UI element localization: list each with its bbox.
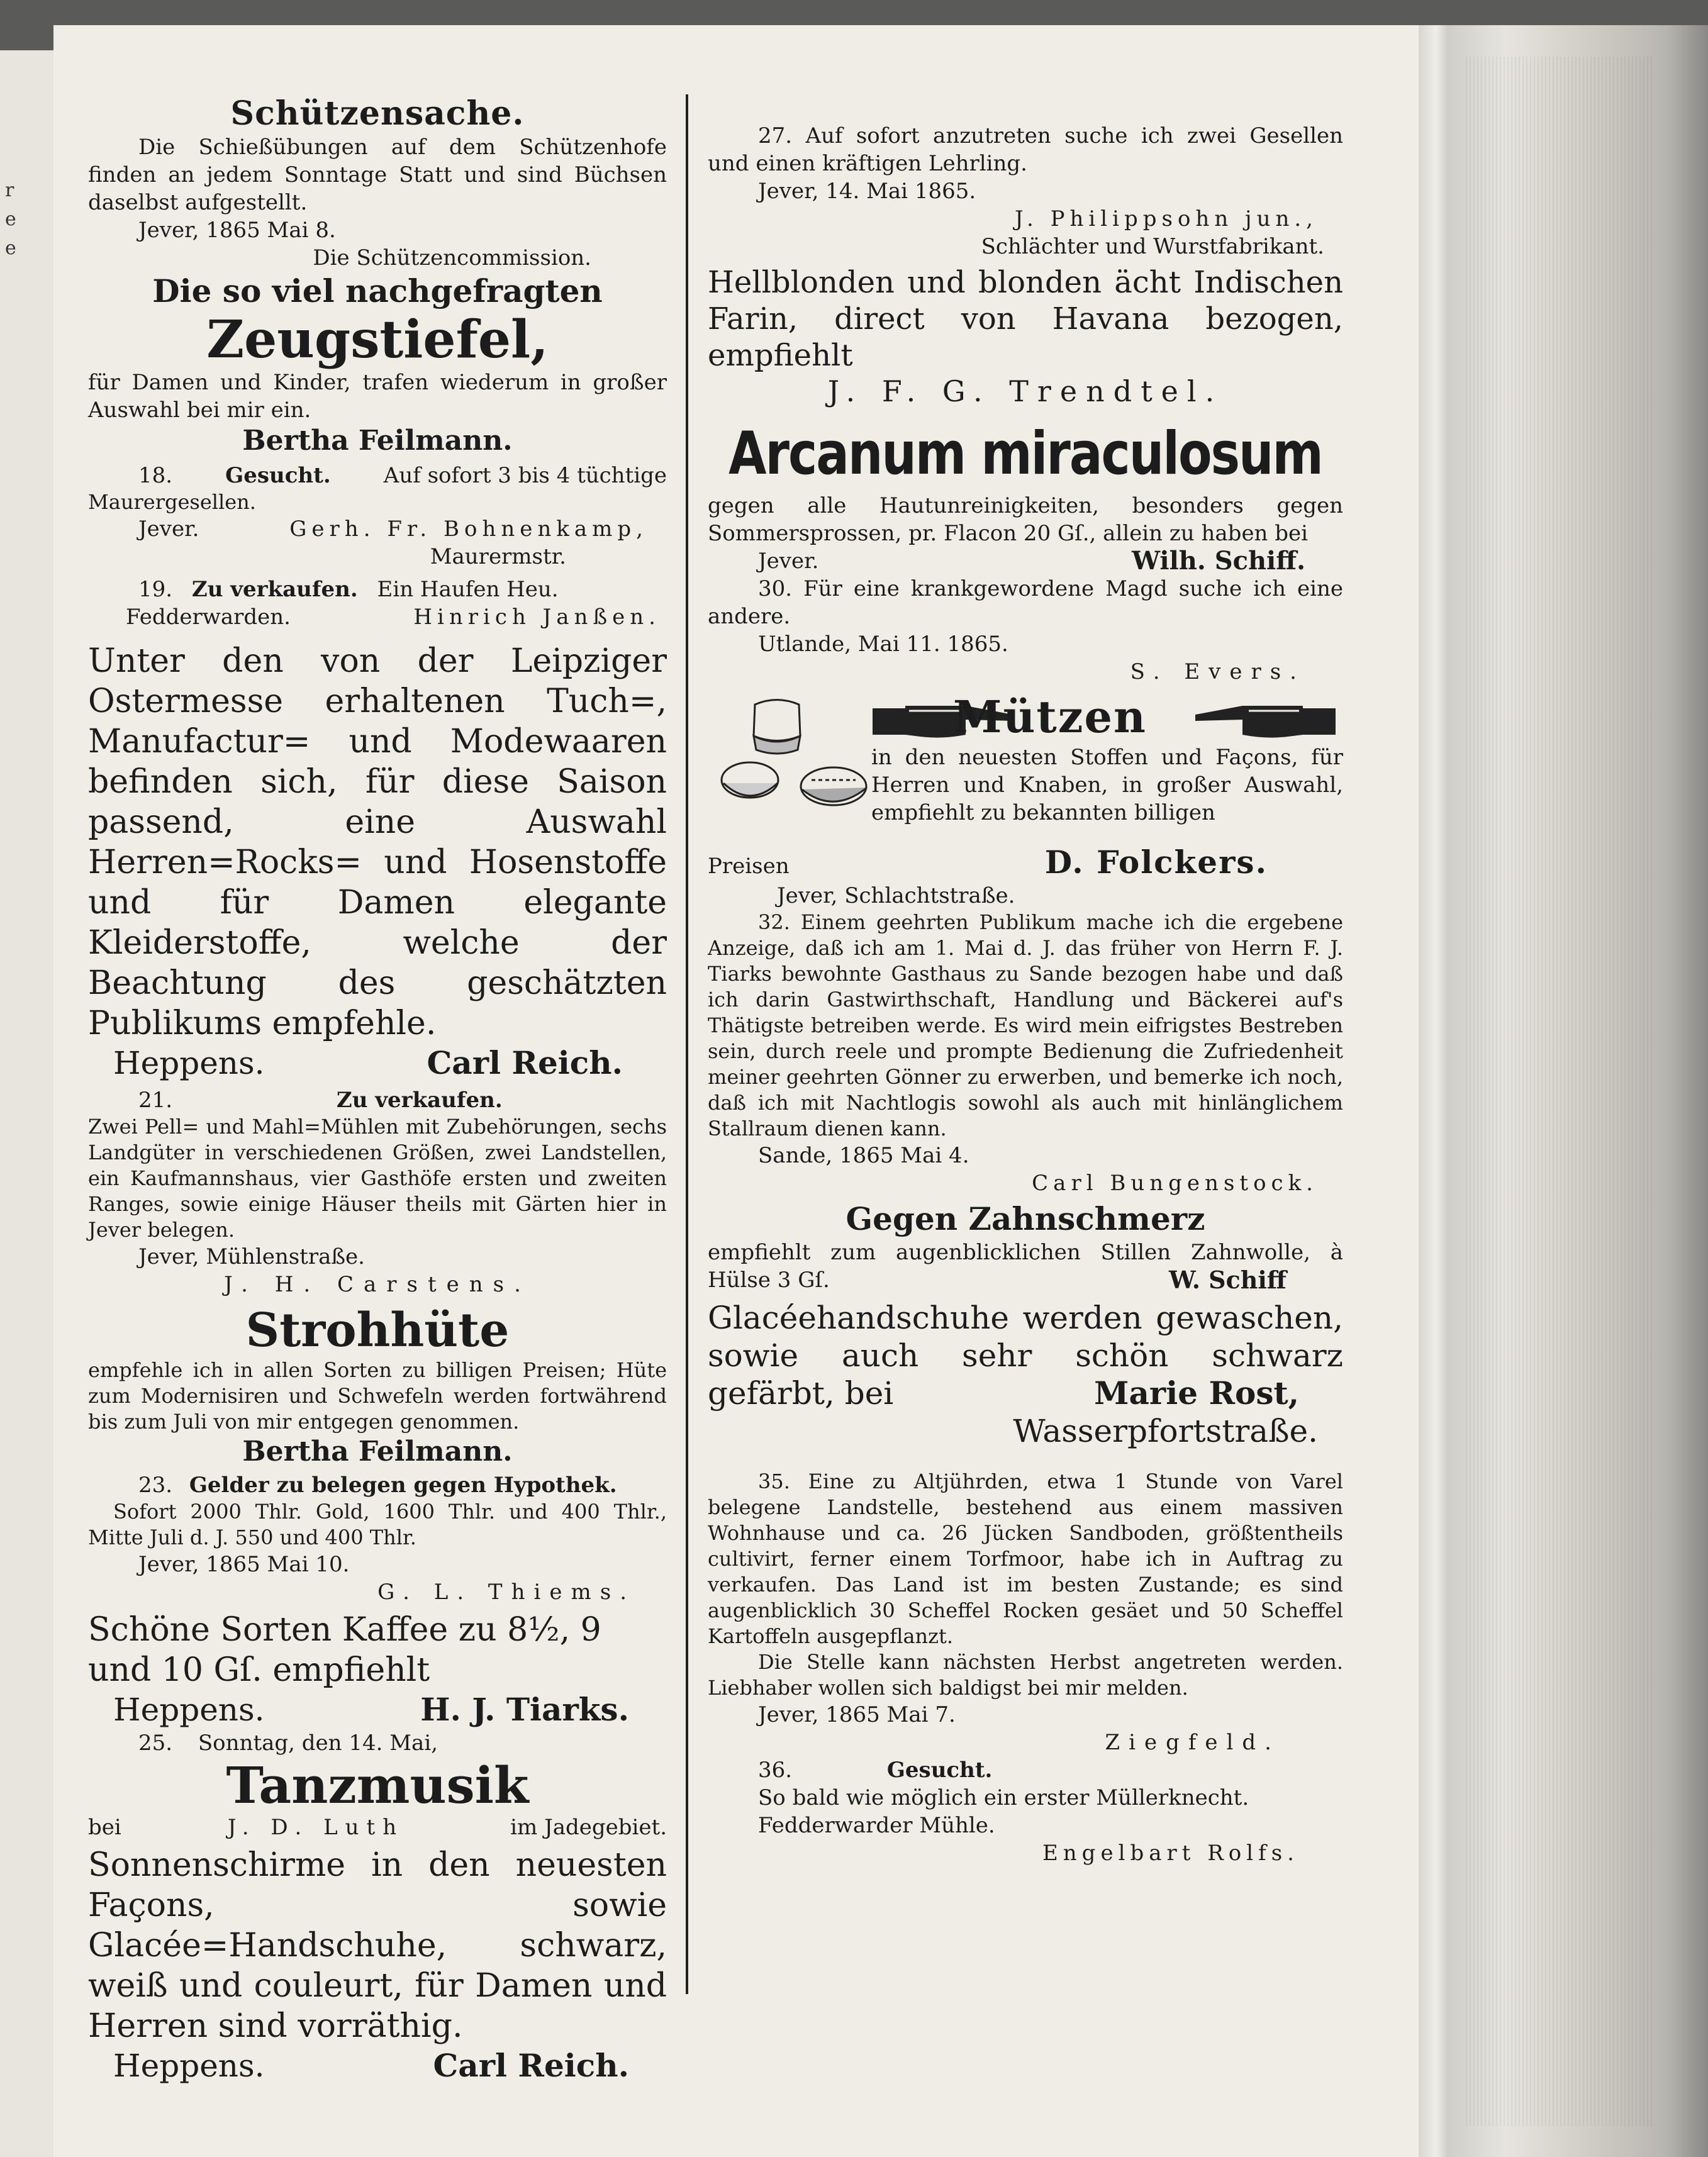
ad-signature: Ziegfeld. — [1105, 1730, 1280, 1755]
ad-place: Heppens. — [113, 1692, 265, 1728]
pointing-hand-left-icon — [1192, 697, 1337, 744]
ad-text: Ein Haufen Heu. — [377, 577, 559, 602]
ad-text: Zwei Pell= und Mahl=Mühlen mit Zubehörungen, sechs Landgüter in verschiedenen Größen, zwei Landstellen, ein Kaufmannshaus, vier Gasthöfe ersten und zweiten Ranges, sowie einige Häuser theils mit Gärten hier in Jever belegen. — [88, 1115, 667, 1242]
ad-text: Sonntag, den 14. Mai, — [198, 1731, 438, 1756]
ad-arcanum — [708, 420, 1343, 576]
ad-signature: Carl Reich. — [427, 1044, 623, 1081]
ad-date: Utlande, Mai 11. 1865. — [758, 632, 1008, 657]
ad-number: 27. — [758, 123, 793, 148]
ad-text-cont: Maurergesellen. — [88, 490, 256, 514]
ad-27 — [708, 122, 1343, 260]
ad-date: Jever, 1865 Mai 7. — [758, 1702, 956, 1727]
ad-text: bei — [88, 1815, 121, 1840]
ad-36 — [708, 1756, 1343, 1867]
ad-30 — [708, 575, 1343, 686]
ad-text-body: Einem geehrten Publikum mache ich die ergebene Anzeige, daß ich am 1. Mai d. J. das früher von Herrn F. J. Tiarks bewohnte Gasthaus zu Sande bezogen habe und daß ich darin Gastwirthschaft, Handlung und Bäckerei auf's Thätigste betreiben werde. Es wird mein eifrigstes Bestreben sein, durch reele und prompte Bedienung die Zufriedenheit meiner geehrten Gönner zu erwerben, und bemerke ich noch, daß ich mit Nachtlogis sowohl als auch mit hinlänglichem Stallraum dienen kann. — [708, 910, 1343, 1140]
ad-leipzig — [88, 641, 667, 1083]
ad-zeugstiefel — [88, 272, 667, 458]
ad-glace — [708, 1299, 1343, 1450]
ad-place: Jever. — [758, 549, 819, 574]
ad-heading: Die so viel nachgefragten — [152, 272, 603, 309]
ad-line: und 10 Gſ. empfiehlt — [88, 1651, 430, 1689]
ad-text-body: Auf sofort anzutreten suche ich zwei Gesellen und einen kräftigen Lehrling. — [708, 123, 1343, 176]
ad-place: Fedderwarder Mühle. — [758, 1813, 995, 1838]
ad-signature: W. Schiff — [1168, 1266, 1287, 1294]
ad-place: Jever. — [138, 516, 199, 542]
ad-signature: Wilh. Schiff. — [1132, 546, 1305, 576]
ad-35 — [708, 1469, 1343, 1756]
ad-text: für Damen und Kinder, trafen wiederum in großer Auswahl bei mir ein. — [88, 370, 667, 423]
ad-signature: Bertha Feilmann. — [242, 1435, 513, 1468]
ad-place: Fedderwarden. — [126, 605, 291, 630]
left-column — [88, 94, 667, 2085]
ad-signature: Hinrich Janßen. — [413, 605, 661, 630]
strip-letter: r — [5, 179, 14, 201]
ad-signature: G. L. Thiems. — [377, 1580, 635, 1605]
ad-text: Unter den von der Leipziger Ostermesse erhaltenen Tuch=, Manufactur= und Modewaaren befinden sich, für diese Saison passend, eine Auswahl Herren=Rocks= und Hosenstoffe und für Damen elegante Kleiderstoffe, welche der Beachtung des geschätzten Publikums empfehle. — [88, 642, 667, 1042]
ad-text: Glacéehandschuhe werden gewaschen, sowie auch sehr schön schwarz gefärbt, bei — [708, 1300, 1343, 1412]
ad-signature: S. Evers. — [1130, 659, 1305, 684]
ad-text — [708, 575, 1343, 630]
ad-strohhuete — [88, 1303, 667, 1469]
ad-signature: Engelbart Rolfs. — [1042, 1841, 1299, 1866]
ad-farin — [708, 264, 1343, 409]
ad-text: empfiehlt zum augenblicklichen Stillen Zahnwolle, à Hülse 3 Gſ. — [708, 1240, 1343, 1293]
ad-number: 23. — [138, 1473, 173, 1498]
ad-19 — [88, 576, 667, 631]
ad-date: Jever, 14. Mai 1865. — [758, 179, 976, 204]
ad-text-cont: Preisen — [708, 854, 790, 879]
previous-page-strip — [0, 50, 53, 2157]
ad-number: 30. — [758, 576, 793, 601]
ad-number: 32. — [758, 910, 790, 934]
ad-title: Schützensache. — [230, 94, 525, 133]
ad-signature: D. Folckers. — [1044, 844, 1268, 881]
ad-zahnschmerz — [708, 1200, 1343, 1294]
ad-date: Jever, 1865 Mai 8. — [138, 218, 336, 243]
ad-place: Heppens. — [113, 2048, 265, 2084]
ad-21 — [88, 1086, 667, 1298]
column-divider — [686, 94, 688, 1994]
ad-text-body: Eine zu Altjührden, etwa 1 Stunde von Varel belegene Landstelle, bestehend aus einem massiven Wohnhause und ca. 26 Jücken Sandboden, größtentheils cultivirt, ferner einem Torfmoor, habe ich in Auftrag zu verkaufen. Das Land ist im besten Zustande; es sind augenblicklich 30 Scheffel Rocken gesäet und 50 Scheffel Kartoffeln ausgepflanzt. — [708, 1469, 1344, 1648]
ad-text — [708, 122, 1343, 177]
ad-number: 18. — [138, 463, 173, 488]
ad-number: 25. — [138, 1731, 173, 1756]
ad-signature: Marie Rost, — [1094, 1374, 1299, 1412]
ad-muetzen — [708, 686, 1343, 910]
previous-page-letters — [5, 176, 16, 263]
ad-text: Sonnenschirme in den neuesten Façons, sowie Glacée=Handschuhe, schwarz, weiß und couleurt, für Damen und Herren sind vorräthig. — [88, 1846, 667, 2045]
ad-title: Strohhüte — [245, 1303, 510, 1357]
ad-text-cont: Die Stelle kann nächsten Herbst angetreten werden. Liebhaber wollen sich baldigst bei mir melden. — [708, 1650, 1343, 1700]
ad-schuetzensache — [88, 94, 667, 272]
ad-signature: J. H. Carstens. — [224, 1272, 531, 1297]
ad-signature: Carl Reich. — [433, 2047, 629, 2084]
ad-line: Schöne Sorten Kaffee zu 8½, 9 — [88, 1611, 601, 1649]
ad-32 — [708, 910, 1343, 1197]
ad-text: Hellblonden und blonden ächt Indischen Farin, direct von Havana bezogen, empfiehlt — [708, 265, 1343, 373]
ad-title: Tanzmusik — [226, 1756, 529, 1815]
ad-title: Zu verkaufen. — [336, 1088, 503, 1113]
page-stack-texture — [1466, 57, 1655, 2126]
ad-signature: J. Philippsohn jun., — [1014, 206, 1318, 231]
ad-text: Die Schießübungen auf dem Schützenhofe finden an jedem Sonntage Statt und sind Büchsen daselbst aufgestellt. — [88, 135, 667, 215]
ad-title: Gesucht. — [225, 463, 331, 488]
ad-sonnenschirme — [88, 1845, 667, 2085]
ad-signature: J. F. G. Trendtel. — [827, 374, 1224, 408]
ad-signature: Gerh. Fr. Bohnenkamp, — [289, 516, 648, 542]
ad-title: Mützen — [953, 691, 1147, 743]
ad-signature: H. J. Tiarks. — [420, 1691, 629, 1728]
ad-date: Sande, 1865 Mai 4. — [758, 1143, 969, 1168]
ad-kaffee — [88, 1610, 667, 1729]
ad-23 — [88, 1471, 667, 1606]
right-column — [708, 94, 1343, 1867]
ad-text: Sofort 2000 Thlr. Gold, 1600 Thlr. und 400 Thlr., Mitte Juli d. J. 550 und 400 Thlr. — [88, 1500, 667, 1549]
ad-signature-title: Schlächter und Wurstfabrikant. — [981, 234, 1324, 259]
ad-text: empfehle ich in allen Sorten zu billigen Preisen; Hüte zum Modernisiren und Schwefeln werden fortwährend bis zum Juli von mir entgegen genommen. — [88, 1358, 667, 1434]
ad-text — [708, 910, 1343, 1142]
hats-illustration-icon — [717, 692, 874, 824]
ad-title: Arcanum miraculosum — [728, 420, 1322, 488]
ad-signature: Carl Bungenstock. — [1032, 1171, 1318, 1196]
ad-place: Jever, Mühlenstraße. — [138, 1244, 365, 1269]
ad-number: 35. — [758, 1469, 790, 1493]
ad-signature: Die Schützencommission. — [313, 245, 591, 270]
ad-signature: Bertha Feilmann. — [242, 425, 513, 457]
ad-25 — [88, 1729, 667, 1841]
strip-letter: e — [5, 208, 16, 230]
ad-18 — [88, 462, 667, 571]
ad-signature-title: Maurermstr. — [430, 544, 566, 569]
ad-number: 36. — [758, 1758, 793, 1783]
ad-title: Zeugstiefel, — [206, 309, 549, 370]
ad-text: in den neuesten Stoffen und Façons, für Herren und Knaben, in großer Auswahl, empfiehlt zu bekannten billigen — [871, 745, 1343, 825]
ad-title: Zu verkaufen. — [191, 577, 358, 602]
ad-number: 21. — [138, 1088, 173, 1113]
ad-title: Gegen Zahnschmerz — [846, 1200, 1205, 1237]
ad-signature: J. D. Luth — [227, 1815, 405, 1840]
ad-place: Jever, Schlachtstraße. — [777, 883, 1015, 908]
ad-text-body: Für eine krankgewordene Magd suche ich eine andere. — [708, 576, 1343, 629]
ad-text: gegen alle Hautunreinigkeiten, besonders gegen Sommersprossen, pr. Flacon 20 Gſ., allein zu haben bei — [708, 493, 1343, 546]
ad-street: Wasserpfortstraße. — [1013, 1413, 1318, 1449]
ad-place: Heppens. — [113, 1045, 265, 1081]
ad-date: Jever, 1865 Mai 10. — [138, 1552, 350, 1577]
ad-title: Gelder zu belegen gegen Hypothek. — [189, 1473, 617, 1498]
ad-text — [708, 1469, 1343, 1649]
ad-number: 19. — [138, 577, 173, 602]
ad-place: im Jadegebiet. — [510, 1815, 667, 1840]
ad-text: So bald wie möglich ein erster Müllerknecht. — [758, 1785, 1249, 1810]
ad-text: Auf sofort 3 bis 4 tüchtige — [383, 463, 667, 488]
ad-title: Gesucht. — [886, 1758, 993, 1783]
strip-letter: e — [5, 237, 16, 259]
